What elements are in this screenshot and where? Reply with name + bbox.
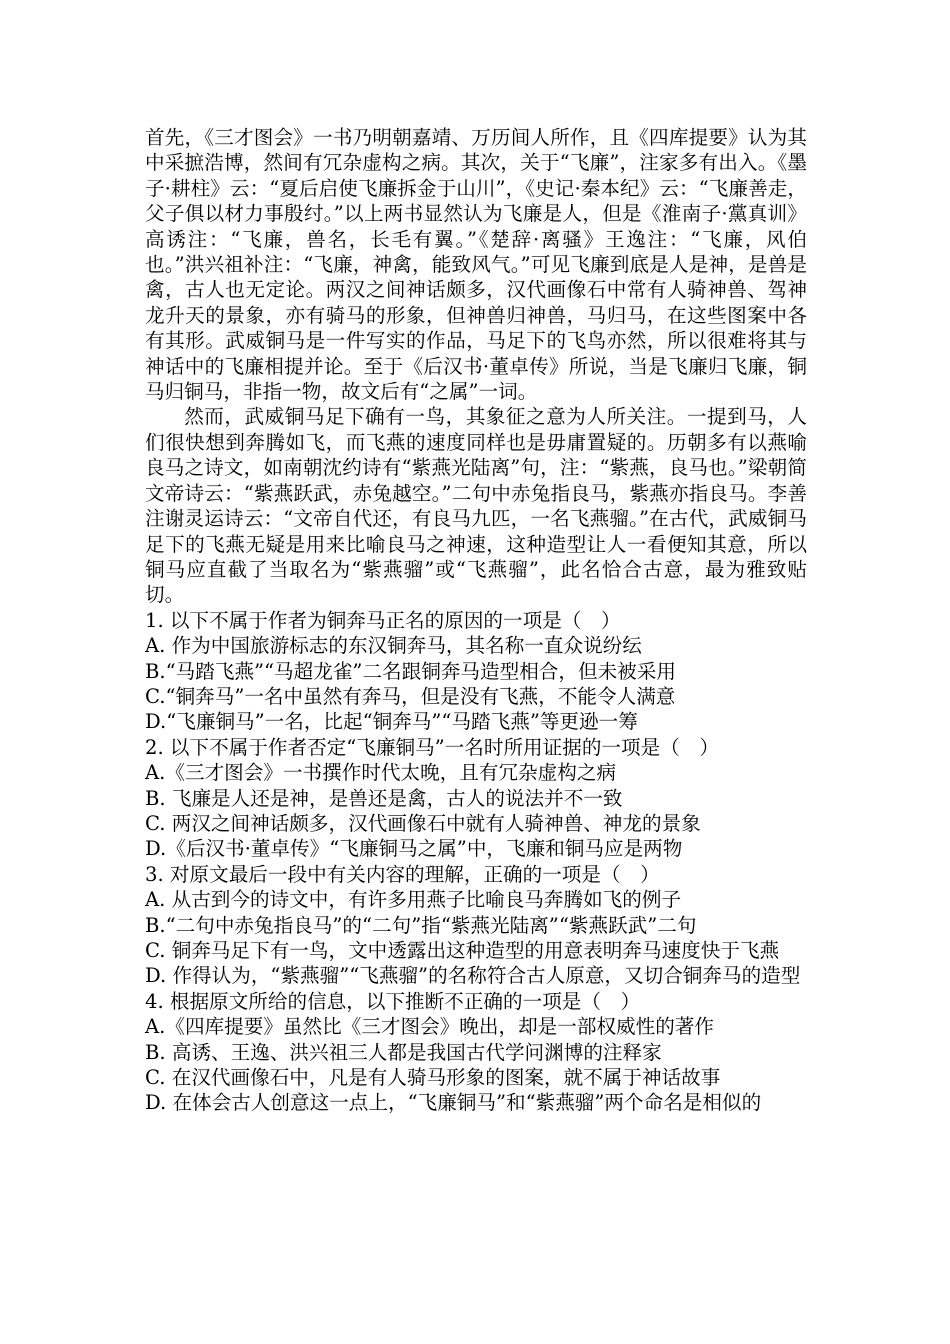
question-stem: 1. 以下不属于作者为铜奔马正名的原因的一项是（ ）	[145, 608, 621, 632]
option-c: C. 两汉之间神话颇多，汉代画像石中就有人骑神兽、神龙的景象	[145, 811, 701, 835]
question-3	[145, 862, 807, 989]
option-c: C.“铜奔马”一名中虽然有奔马，但是没有飞燕，不能令人满意	[145, 684, 676, 708]
option-c: C. 在汉代画像石中，凡是有人骑马形象的图案，就不属于神话故事	[145, 1066, 721, 1090]
paragraph-1: 首先，《三才图会》一书乃明朝嘉靖、万历间人所作，且《四库提要》认为其中采摭浩博，然间有冗杂虚构之病。其次，关于“飞廉”，注家多有出入。《墨子·耕柱》云：“夏后启使飞廉拆金于山川”，《史记·秦本纪》云：“飞廉善走，父子俱以材力事殷纣。”以上两书显然认为飞廉是人，但是《淮南子·黨真训》高诱注：“飞廉，兽名，长毛有翼。”《楚辞·离骚》王逸注：“飞廉，风伯也。”洪兴祖补注：“飞廉，神禽，能致风气。”可见飞廉到底是人是神，是兽是禽，古人也无定论。两汉之间神话颇多，汉代画像石中常有人骑神兽、驾神龙升天的景象，亦有骑马的形象，但神兽归神兽，马归马，在这些图案中各有其形。武威铜马是一件写实的作品，马足下的飞鸟亦然，所以很难将其与神话中的飞廉相提并论。至于《后汉书·董卓传》所说，当是飞廉归飞廉，铜马归铜马，非指一物，故文后有“之属”一词。	[145, 126, 807, 404]
option-b: B. 飞廉是人还是神，是兽还是禽，古人的说法并不一致	[145, 786, 623, 810]
option-d: D.《后汉书·董卓传》“飞廉铜马之属”中，飞廉和铜马应是两物	[145, 837, 683, 861]
question-2	[145, 735, 807, 862]
question-stem: 3. 对原文最后一段中有关内容的理解，正确的一项是（ ）	[145, 862, 660, 886]
paragraph-2: 然而，武威铜马足下确有一鸟，其象征之意为人所关注。一提到马，人们很快想到奔腾如飞，而飞燕的速度同样也是毋庸置疑的。历朝多有以燕喻良马之诗文，如南朝沈约诗有“紫燕光陆离”句，注：“紫燕，良马也。”梁朝简文帝诗云：“紫燕跃武，赤兔越空。”二句中赤兔指良马，紫燕亦指良马。李善注谢灵运诗云：“文帝自代还，有良马九匹，一名飞燕骝。”在古代，武威铜马足下的飞燕无疑是用来比喻良马之神速，这种造型让人一看便知其意，所以铜马应直截了当取名为“紫燕骝”或“飞燕骝”，此名恰合古意，最为雅致贴切。	[145, 405, 807, 607]
question-4	[145, 989, 807, 1116]
question-stem: 2. 以下不属于作者否定“飞廉铜马”一名时所用证据的一项是（ ）	[145, 735, 719, 759]
option-b: B. 高诱、王逸、洪兴祖三人都是我国古代学问渊博的注释家	[145, 1040, 662, 1064]
option-d: D.“飞廉铜马”一名，比起“铜奔马”“马踏飞燕”等更逊一筹	[145, 710, 638, 734]
option-c: C. 铜奔马足下有一鸟，文中透露出这种造型的用意表明奔马速度快于飞燕	[145, 939, 780, 962]
option-a: A. 从古到今的诗文中，有许多用燕子比喻良马奔腾如飞的例子	[145, 888, 682, 912]
option-d: D. 在体会古人创意这一点上，“飞廉铜马”和“紫燕骝”两个命名是相似的	[145, 1091, 762, 1115]
question-stem: 4. 根据原文所给的信息，以下推断不正确的一项是（ ）	[145, 989, 641, 1013]
option-d: D. 作得认为，“紫燕骝”“飞燕骝”的名称符合古人原意，又切合铜奔马的造型	[145, 964, 801, 988]
option-b: B.“二句中赤兔指良马”的“二句”指“紫燕光陆离”“紫燕跃武”二句	[145, 913, 697, 937]
option-b: B.“马踏飞燕”“马超龙雀”二名跟铜奔马造型相合，但未被采用	[145, 659, 676, 683]
option-a: A.《四库提要》虽然比《三才图会》晚出，却是一部权威性的著作	[145, 1015, 715, 1039]
option-a: A. 作为中国旅游标志的东汉铜奔马，其名称一直众说纷纭	[145, 634, 642, 658]
option-a: A.《三才图会》一书撰作时代太晚，且有冗杂虚构之病	[145, 761, 617, 785]
question-1	[145, 608, 807, 735]
